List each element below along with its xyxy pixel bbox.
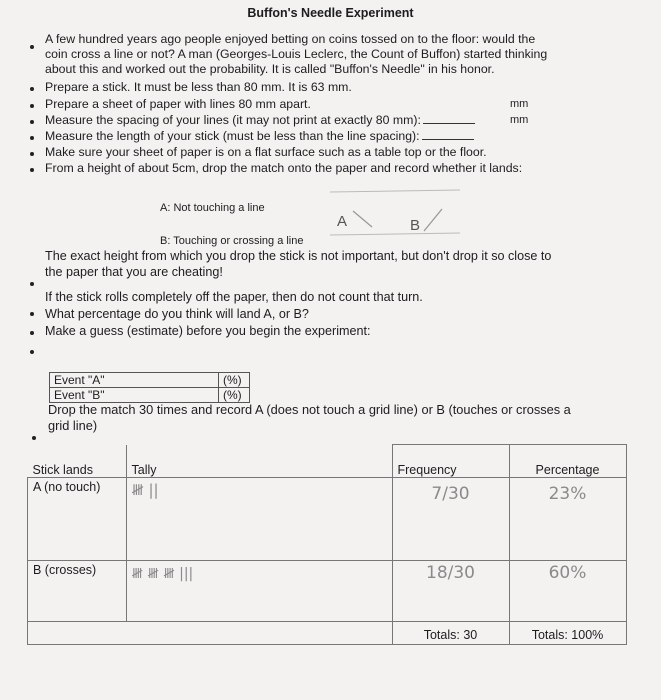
- row-b-frequency[interactable]: 18/30: [392, 560, 509, 621]
- bullet: [30, 350, 34, 354]
- drop-instruction-line: grid line): [48, 418, 98, 433]
- header-frequency: Frequency: [392, 445, 509, 478]
- letter-b: B: [410, 217, 421, 234]
- drop-instruction-line: Drop the match 30 times and record A (does not touch a grid line) or B (touches or crosses a: [48, 402, 571, 417]
- page-title: Buffon's Needle Experiment: [247, 6, 414, 20]
- event-a-percent-field[interactable]: (%): [219, 373, 250, 388]
- step-1: Prepare a stick. It must be less than 80 mm. It is 63 mm.: [45, 80, 352, 94]
- table-row: [50, 373, 250, 388]
- table-row: [50, 388, 250, 403]
- bullet: [30, 45, 34, 49]
- bullet: [30, 120, 34, 124]
- needle-diagram: [320, 185, 470, 245]
- step-5: Make sure your sheet of paper is on a flat surface such as a table top or the floor.: [45, 145, 487, 159]
- label-a: A: Not touching a line: [160, 202, 265, 214]
- note-line: What percentage do you think will land A, or B?: [45, 307, 309, 321]
- totals-blank: [126, 621, 392, 644]
- stick-b: [424, 209, 442, 231]
- totals-blank: [28, 621, 127, 644]
- step-3: [45, 113, 475, 127]
- bullet: [30, 312, 34, 316]
- header-stick-lands: Stick lands: [28, 445, 127, 478]
- header-tally: Tally: [126, 445, 392, 478]
- note-line: The exact height from which you drop the stick is not important, but don't drop it so close to: [45, 249, 552, 263]
- bullet: [30, 168, 34, 172]
- header-percentage: Percentage: [509, 445, 626, 478]
- row-a-label: A (no touch): [28, 477, 127, 560]
- step-4-text: Measure the length of your stick (must be less than the line spacing):: [45, 129, 420, 143]
- row-b-percentage[interactable]: 60%: [509, 560, 626, 621]
- bullet: [30, 282, 34, 286]
- stick-length-blank[interactable]: [422, 139, 474, 140]
- table-row: [28, 477, 627, 560]
- row-b-tally[interactable]: 𝍸 𝍸 𝍸 |||: [126, 560, 392, 621]
- table-header-row: [28, 445, 627, 478]
- bullet: [32, 436, 36, 440]
- row-b-label: B (crosses): [28, 560, 127, 621]
- line-spacing-blank[interactable]: [423, 123, 475, 124]
- step-2: Prepare a sheet of paper with lines 80 mm apart.: [45, 97, 311, 111]
- intro-line: coin cross a line or not? A man (Georges-Louis Leclerc, the Count of Buffon) started thinking: [45, 47, 548, 61]
- unit-label: mm: [510, 114, 529, 126]
- row-a-frequency[interactable]: 7/30: [392, 477, 509, 560]
- grid-line-bottom: [330, 233, 460, 235]
- bullet: [30, 152, 34, 156]
- letter-a: A: [337, 213, 348, 230]
- event-b-percent-field[interactable]: (%): [219, 388, 250, 403]
- grid-line-top: [330, 190, 460, 192]
- bullet: [30, 136, 34, 140]
- intro-line: A few hundred years ago people enjoyed betting on coins tossed on to the floor: would the: [45, 32, 536, 46]
- frequency-total: Totals: 30: [392, 621, 509, 644]
- note-line: the paper that you are cheating!: [45, 265, 223, 279]
- totals-row: [28, 621, 627, 644]
- estimate-table: [49, 372, 250, 403]
- bullet: [30, 331, 34, 335]
- event-b-label: Event "B": [50, 388, 219, 403]
- note-line: Make a guess (estimate) before you begin the experiment:: [45, 324, 371, 338]
- step-6: From a height of about 5cm, drop the match onto the paper and record whether it lands:: [45, 161, 523, 175]
- bullet: [30, 87, 34, 91]
- results-table: [27, 444, 627, 645]
- row-a-tally[interactable]: 𝍸 ||: [126, 477, 392, 560]
- label-b: B: Touching or crossing a line: [160, 235, 304, 247]
- unit-label: mm: [510, 98, 529, 110]
- event-a-label: Event "A": [50, 373, 219, 388]
- bullet: [30, 104, 34, 108]
- stick-a: [353, 211, 372, 227]
- step-3-text: Measure the spacing of your lines (it may not print at exactly 80 mm):: [45, 113, 421, 127]
- note-line: If the stick rolls completely off the paper, then do not count that turn.: [45, 290, 423, 304]
- row-a-percentage[interactable]: 23%: [509, 477, 626, 560]
- step-4: [45, 129, 474, 143]
- percentage-total: Totals: 100%: [509, 621, 626, 644]
- intro-line: about this and worked out the probability. It is called "Buffon's Needle" in his honor.: [45, 62, 495, 76]
- table-row: [28, 560, 627, 621]
